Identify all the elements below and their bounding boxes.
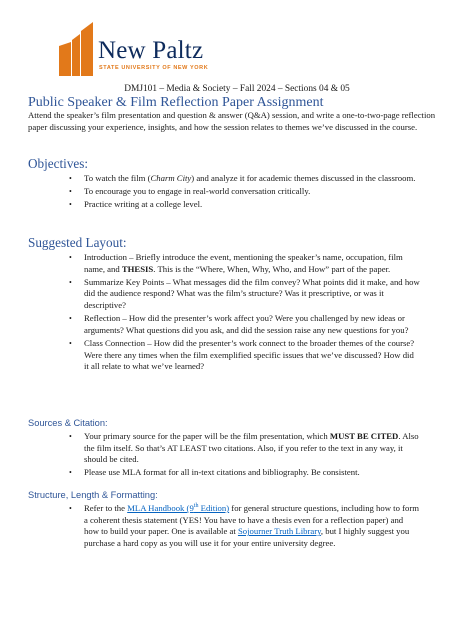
layout-list [0,252,420,373]
new-paltz-logo [58,20,258,78]
bullet: • [69,432,72,441]
list-item: • Summarize Key Points – What messages did the film convey? What points did it make, and how did the audience respond? What was the film’s structure? Was it prescriptive, or was it descriptive? [69,276,420,310]
bullet: • [69,277,72,287]
mla-handbook-link[interactable]: MLA Handbook (9th Edition) [127,503,230,513]
bullet: • [69,187,72,197]
sojourner-truth-library-link[interactable]: Sojourner Truth Library [237,526,321,537]
bullet: • [69,174,72,183]
film-title: Charm City [150,173,192,183]
list-item: • Reflection – How did the presenter’s work affect you? Were you challenged by new ideas or arguments? What questions did you ask, and did the session raise any new questions for you? [69,313,409,335]
sources-list [0,431,420,479]
structure-list [0,503,420,549]
bullet: • [69,504,72,513]
logo-mark-icon [58,20,94,76]
list-item: • Please use MLA format for all in-text citations and bibliography. Be consistent. [69,467,360,478]
sources-heading: Sources & Citation: [28,418,108,428]
bullet: • [69,200,72,210]
objectives-heading: Objectives: [28,156,89,171]
list-item: • Your primary source for the paper will be the film presentation, which MUST BE CITED. Also the film itself. So that’s AT LEAST two citations. Also, if you refer to the text in any way, it should be cited. [69,431,419,465]
list-item: • Class Connection – How did the presenter’s work connect to the broader themes of the course? Were there any times when the film exemplified specific issues that we’ve discussed? How did it all relate to what we’ve learned? [69,337,415,372]
list-item: • Refer to the MLA Handbook (9th Edition) for general structure questions, including how to form a coherent thesis statement (YES! You have to have a thesis even for a reflection paper) and how to build your paper. One is available at Sojourner Truth Library, but I highly suggest you purchase a hard copy as you will use it for your entire university degree. [69,503,419,548]
bullet: • [69,253,72,262]
objectives-list [0,173,420,211]
page-title: Public Speaker & Film Reflection Paper Assignment [28,95,324,110]
list-item: • Introduction – Briefly introduce the event, mentioning the speaker’s name, occupation, film name, and THESIS. This is the “Where, When, Why, Who, and How” part of the paper. [69,252,403,274]
layout-heading: Suggested Layout: [28,235,127,250]
must-be-cited-emphasis: MUST BE CITED [329,431,399,441]
logo-wordmark: New Paltz [98,37,204,64]
list-item: • To encourage you to engage in real-world conversation critically. [69,186,311,197]
list-item: • Practice writing at a college level. [69,199,203,210]
course-line: DMJ101 – Media & Society – Fall 2024 – Sections 04 & 05 [124,84,350,94]
bullet: • [69,468,72,478]
bullet: • [69,338,72,348]
logo-subtitle: STATE UNIVERSITY OF NEW YORK [99,65,209,71]
structure-heading: Structure, Length & Formatting: [28,490,158,500]
bullet: • [69,314,72,324]
thesis-emphasis: THESIS [121,263,154,274]
intro-paragraph: Attend the speaker’s film presentation and question & answer (Q&A) session, and write a one-to-two-page reflection paper discussing your experience, insights, and how the session relates to themes we’ve discussed in the course. [28,110,436,132]
list-item: • To watch the film (Charm City) and analyze it for academic themes discussed in the classroom. [69,173,416,183]
